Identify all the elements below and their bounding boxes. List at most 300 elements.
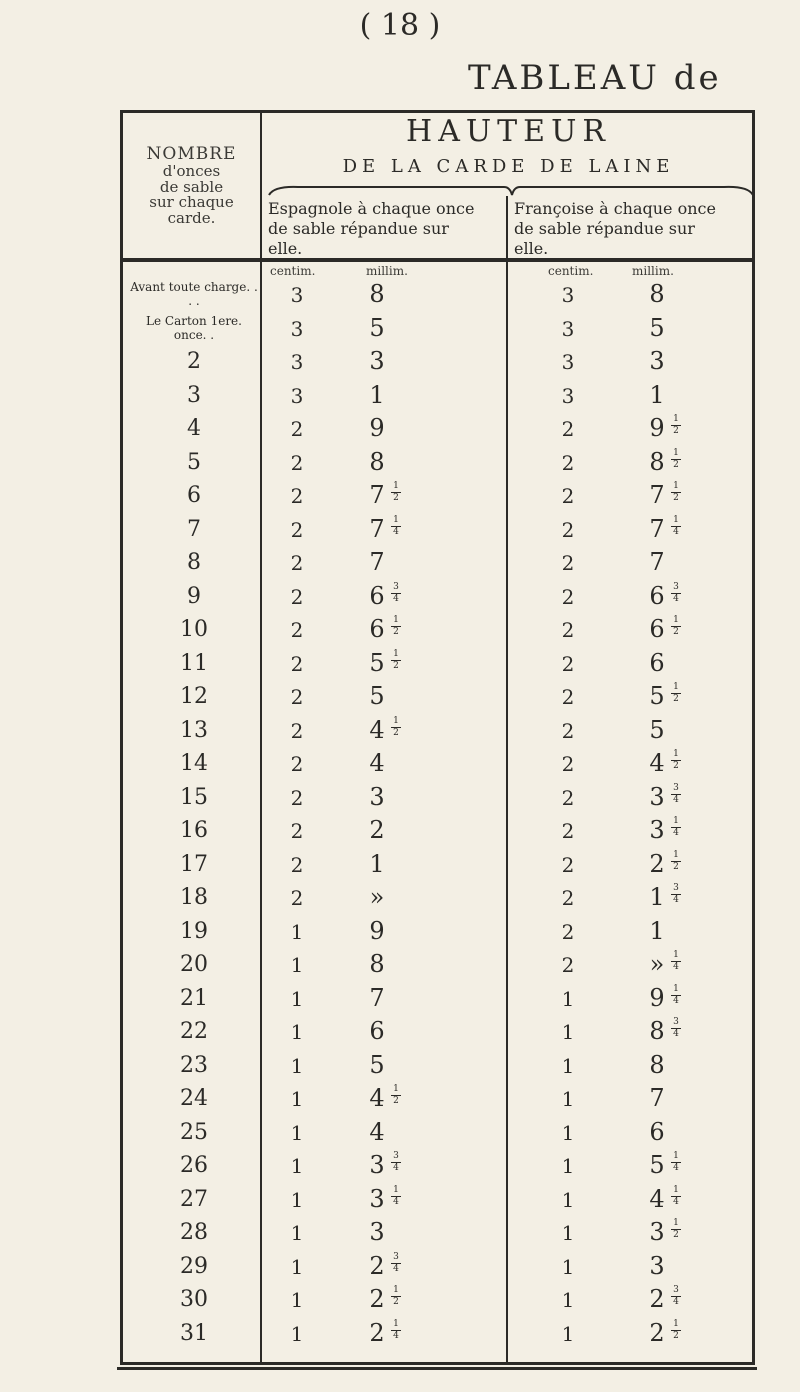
centim-value: 2: [290, 417, 304, 441]
millim-value: 3: [649, 1251, 665, 1280]
centim-value: 2: [290, 651, 304, 676]
row-label: 25: [180, 1119, 208, 1145]
centim-value: 2: [290, 450, 304, 475]
fraction-denominator: 2: [393, 1297, 399, 1307]
row-label: 23: [180, 1052, 208, 1078]
row-label: 12: [180, 684, 208, 709]
fraction-value: [390, 516, 402, 537]
centim-value: 1: [290, 919, 304, 944]
fraction-denominator: 4: [673, 1297, 679, 1307]
fraction-denominator: 4: [673, 1163, 679, 1173]
table-row: [124, 1251, 754, 1288]
table-row: [124, 684, 754, 718]
fraction-denominator: 2: [673, 493, 679, 503]
table-row: [124, 1287, 754, 1321]
millim-value: 7: [649, 481, 665, 509]
header-line: carde.: [167, 209, 216, 228]
millim-value: 8: [369, 280, 385, 308]
millim-value: 5: [649, 715, 665, 744]
fraction-denominator: 2: [393, 727, 399, 738]
row-label: 17: [180, 851, 208, 877]
centim-value: 2: [561, 953, 575, 977]
centim-value: 1: [561, 1187, 575, 1212]
header-line: sur chaque: [149, 193, 234, 212]
centim-value: 1: [290, 1254, 304, 1279]
row-label: 30: [180, 1287, 208, 1312]
millim-value: 5: [649, 682, 665, 710]
fraction-value: [670, 1152, 682, 1173]
millim-value: 2: [649, 849, 665, 878]
millim-value: 5: [649, 1151, 665, 1179]
row-label: 26: [180, 1153, 208, 1178]
row-label: 8: [187, 550, 201, 575]
millim-value: 6: [369, 615, 385, 643]
centim-value: 2: [290, 685, 304, 709]
centim-value: 2: [290, 618, 304, 642]
table-row: [124, 514, 754, 551]
millim-value: 4: [369, 1084, 385, 1112]
fraction-value: [390, 616, 402, 637]
centim-value: 1: [290, 1221, 304, 1245]
fraction-denominator: 2: [673, 694, 679, 704]
row-label: 19: [180, 918, 208, 944]
millim-value: 7: [369, 548, 385, 576]
centim-value: 1: [290, 1020, 304, 1044]
fraction-denominator: 2: [673, 1330, 679, 1341]
millim-value: 7: [649, 1084, 665, 1112]
row-label: 29: [180, 1253, 208, 1279]
fraction-numerator: 1: [673, 447, 679, 458]
centim-value: 1: [561, 1221, 575, 1245]
fraction-value: [390, 482, 402, 503]
fraction-value: [670, 951, 682, 972]
table-row: [124, 983, 754, 1020]
table-row: [124, 849, 754, 886]
centim-value: 2: [561, 517, 575, 542]
fraction-value: [390, 650, 402, 671]
fraction-denominator: 4: [393, 1330, 399, 1341]
row-label: 24: [180, 1086, 208, 1111]
fraction-denominator: 4: [673, 1196, 679, 1207]
centim-value: 2: [561, 919, 575, 944]
centim-value: 2: [290, 718, 304, 743]
row-label: 18: [180, 885, 208, 910]
millim-value: 1: [369, 849, 385, 878]
millim-value: 5: [369, 313, 385, 342]
fraction-denominator: 2: [673, 426, 679, 436]
row-label: 31: [180, 1320, 208, 1346]
fraction-value: [670, 1286, 682, 1307]
fraction-numerator: 1: [393, 648, 399, 659]
fraction-numerator: 1: [673, 950, 679, 960]
table-row: [124, 550, 754, 584]
fraction-denominator: 4: [673, 895, 679, 905]
millim-value: 3: [649, 1218, 665, 1246]
page-title: TABLEAU de: [468, 58, 722, 98]
fraction-value: [670, 449, 682, 470]
fraction-numerator: 1: [673, 682, 679, 692]
millim-value: 8: [649, 1017, 665, 1045]
fraction-value: [670, 750, 682, 771]
millim-value: 5: [369, 648, 385, 677]
millim-value: 2: [369, 816, 385, 844]
centim-value: 2: [561, 752, 575, 776]
centim-value: 3: [561, 383, 575, 408]
table-row: [124, 952, 754, 986]
centim-value: 2: [561, 651, 575, 676]
fraction-denominator: 4: [393, 1196, 399, 1207]
fraction-denominator: 2: [393, 660, 399, 671]
francoise-column-header: [508, 199, 759, 259]
count-column-header: [124, 146, 259, 227]
centim-value: 2: [290, 819, 304, 843]
table-row: [124, 380, 754, 417]
fraction-numerator: 1: [673, 1184, 679, 1195]
group-title: HAUTEUR: [406, 114, 611, 149]
table-row: [124, 715, 754, 752]
fraction-value: [390, 1152, 402, 1173]
fraction-value: [390, 583, 402, 604]
table-row: [124, 1153, 754, 1187]
centim-value: 1: [290, 1187, 304, 1212]
group-subtitle: DE LA CARDE DE LAINE: [342, 156, 675, 177]
centim-value: 2: [561, 819, 575, 843]
fraction-numerator: 1: [673, 849, 679, 860]
centim-value: 2: [561, 584, 575, 609]
fraction-value: [670, 683, 682, 704]
table-row: [124, 447, 754, 484]
table-row: [124, 1117, 754, 1154]
fraction-value: [670, 1186, 682, 1207]
centim-value: 1: [561, 1020, 575, 1044]
fraction-value: [670, 616, 682, 637]
unit-centim-francoise: centim.: [548, 264, 594, 278]
table-row: [124, 782, 754, 819]
fraction-denominator: 4: [673, 995, 679, 1006]
millim-value: 6: [649, 648, 665, 677]
table-row: [124, 581, 754, 618]
millim-value: 5: [369, 1050, 385, 1079]
row-label: 15: [180, 784, 208, 810]
table-row: [124, 282, 754, 316]
brace-rule: [268, 184, 754, 196]
fraction-value: [670, 985, 682, 1006]
millim-value: 1: [649, 380, 665, 409]
centim-value: 2: [290, 886, 304, 910]
centim-value: 3: [561, 350, 575, 374]
fraction-denominator: 4: [673, 962, 679, 972]
table-row: [124, 648, 754, 685]
millim-value: 1: [649, 883, 665, 911]
fraction-numerator: 1: [673, 983, 679, 994]
centim-value: 2: [290, 785, 304, 810]
millim-value: 4: [649, 1184, 665, 1213]
fraction-value: [390, 1186, 402, 1207]
millim-value: 4: [369, 1117, 385, 1146]
fraction-denominator: 4: [673, 593, 679, 604]
fraction-denominator: 2: [393, 1096, 399, 1106]
centim-value: 1: [561, 1053, 575, 1078]
row-label: 22: [180, 1019, 208, 1044]
fraction-numerator: 1: [673, 816, 679, 826]
row-label: 27: [180, 1186, 208, 1212]
fraction-denominator: 2: [673, 761, 679, 771]
fraction-value: [390, 1286, 402, 1307]
fraction-value: [670, 784, 682, 805]
row-label: 3: [187, 382, 201, 408]
fraction-numerator: 1: [393, 615, 399, 625]
fraction-denominator: 4: [673, 828, 679, 838]
centim-value: 2: [561, 685, 575, 709]
millim-value: 3: [369, 1184, 385, 1213]
fraction-numerator: 1: [673, 1318, 679, 1329]
row-label: Le Carton 1ere. once. .: [146, 313, 242, 342]
row-label: 11: [180, 650, 208, 676]
centim-value: 1: [290, 1053, 304, 1078]
millim-value: 6: [649, 615, 665, 643]
table-row: [124, 1184, 754, 1221]
fraction-numerator: 1: [393, 481, 399, 491]
millim-value: 9: [369, 916, 385, 945]
millim-value: 6: [649, 581, 665, 610]
header-line: Espagnole à chaque once: [268, 199, 475, 218]
table-row: [124, 416, 754, 450]
fraction-value: [670, 817, 682, 838]
header-line: elle.: [268, 239, 303, 258]
centim-value: 2: [561, 886, 575, 910]
millim-value: 2: [369, 1285, 385, 1313]
fraction-numerator: 1: [393, 514, 399, 525]
centim-value: 3: [290, 316, 304, 341]
millim-value: 3: [649, 347, 665, 375]
centim-value: 2: [561, 551, 575, 575]
fraction-value: [390, 1085, 402, 1106]
millim-value: 7: [369, 983, 385, 1012]
table-row: [124, 1318, 754, 1355]
row-label: 7: [187, 516, 201, 542]
fraction-denominator: 4: [673, 526, 679, 537]
millim-value: 8: [369, 447, 385, 476]
centim-value: 2: [561, 618, 575, 642]
millim-value: 8: [649, 1050, 665, 1079]
millim-value: 6: [369, 1017, 385, 1045]
millim-value: 3: [369, 347, 385, 375]
row-label: 28: [180, 1220, 208, 1245]
fraction-value: [390, 717, 402, 738]
row-label: 14: [180, 751, 208, 776]
centim-value: 2: [561, 852, 575, 877]
table-row: [124, 617, 754, 651]
centim-value: 1: [561, 986, 575, 1011]
table-row: [124, 1086, 754, 1120]
table-row: [124, 818, 754, 852]
row-label: 5: [187, 449, 201, 475]
fraction-denominator: 2: [673, 459, 679, 470]
millim-value: 9: [649, 983, 665, 1012]
millim-value: 3: [649, 782, 665, 811]
fraction-numerator: 3: [673, 581, 679, 592]
centim-value: 3: [290, 283, 304, 307]
centim-value: 2: [561, 785, 575, 810]
row-label: 16: [180, 818, 208, 843]
millim-value: 2: [369, 1318, 385, 1347]
fraction-denominator: 2: [673, 861, 679, 872]
header-line: NOMBRE: [146, 144, 237, 164]
centim-value: 2: [290, 484, 304, 508]
millim-value: 7: [649, 514, 665, 543]
millim-value: 4: [369, 749, 385, 777]
fraction-value: [670, 1018, 682, 1039]
millim-value: 7: [369, 481, 385, 509]
fraction-value: [670, 1219, 682, 1240]
fraction-value: [390, 1253, 402, 1274]
row-label: 13: [180, 717, 208, 743]
millim-value: 9: [369, 414, 385, 442]
millim-value: 7: [369, 514, 385, 543]
fraction-value: [670, 851, 682, 872]
centim-value: 2: [290, 517, 304, 542]
fraction-numerator: 1: [673, 1218, 679, 1228]
fraction-value: [670, 415, 682, 436]
fraction-denominator: 2: [393, 627, 399, 637]
fraction-numerator: 1: [673, 749, 679, 759]
table-row: [124, 483, 754, 517]
header-line: elle.: [514, 239, 549, 258]
centim-value: 2: [561, 718, 575, 743]
millim-value: »: [369, 883, 385, 911]
millim-value: 3: [369, 782, 385, 811]
fraction-value: [670, 516, 682, 537]
millim-value: 1: [369, 380, 385, 409]
millim-value: 8: [649, 447, 665, 476]
fraction-denominator: 4: [673, 794, 679, 805]
centim-value: 2: [561, 450, 575, 475]
millim-value: 6: [649, 1117, 665, 1146]
table-row: [124, 1019, 754, 1053]
header-line: de sable: [159, 177, 224, 196]
centim-value: 1: [561, 1154, 575, 1178]
centim-value: 1: [290, 1154, 304, 1178]
fraction-numerator: 3: [393, 1151, 399, 1161]
footer-rule: [117, 1367, 757, 1370]
centim-value: 1: [290, 1321, 304, 1346]
centim-value: 1: [290, 1087, 304, 1111]
fraction-numerator: 1: [673, 1151, 679, 1161]
row-label: 6: [187, 483, 201, 508]
fraction-numerator: 1: [393, 1184, 399, 1195]
fraction-value: [390, 1320, 402, 1341]
millim-value: 5: [369, 682, 385, 710]
row-label: 10: [180, 617, 208, 642]
centim-value: 2: [561, 484, 575, 508]
centim-value: 3: [290, 350, 304, 374]
centim-value: 2: [561, 417, 575, 441]
header-line: de sable répandue sur: [514, 219, 695, 238]
table-row: [124, 1050, 754, 1087]
millim-value: 3: [369, 1151, 385, 1179]
millim-value: 3: [649, 816, 665, 844]
millim-value: 8: [369, 950, 385, 978]
fraction-numerator: 1: [673, 615, 679, 625]
fraction-numerator: 1: [393, 1285, 399, 1295]
millim-value: 2: [649, 1285, 665, 1313]
millim-value: 3: [369, 1218, 385, 1246]
fraction-value: [670, 482, 682, 503]
fraction-numerator: 1: [673, 481, 679, 491]
millim-value: 4: [369, 715, 385, 744]
fraction-denominator: 4: [393, 526, 399, 537]
centim-value: 1: [290, 1120, 304, 1145]
centim-value: 3: [561, 283, 575, 307]
fraction-numerator: 1: [393, 715, 399, 726]
centim-value: 1: [290, 953, 304, 977]
row-label: 4: [187, 416, 201, 441]
espagnole-column-header: [264, 199, 508, 259]
millim-value: 1: [649, 916, 665, 945]
fraction-numerator: 3: [393, 1251, 399, 1262]
millim-value: 2: [369, 1251, 385, 1280]
millim-value: 9: [649, 414, 665, 442]
header-line: d'onces: [162, 161, 221, 180]
centim-value: 3: [561, 316, 575, 341]
millim-value: 4: [649, 749, 665, 777]
fraction-value: [670, 1320, 682, 1341]
millim-value: 8: [649, 280, 665, 308]
table-row: [124, 916, 754, 953]
unit-centim-espagnole: centim.: [270, 264, 316, 278]
table-row: [124, 349, 754, 383]
fraction-denominator: 2: [673, 1230, 679, 1240]
fraction-numerator: 1: [393, 1318, 399, 1329]
centim-value: 3: [290, 383, 304, 408]
row-label: 21: [180, 985, 208, 1011]
millim-value: »: [649, 950, 665, 978]
header-line: Françoise à chaque once: [514, 199, 716, 218]
table-row: [124, 751, 754, 785]
fraction-numerator: 3: [393, 581, 399, 592]
fraction-denominator: 4: [393, 1163, 399, 1173]
fraction-numerator: 3: [673, 1017, 679, 1027]
table-row: [124, 885, 754, 919]
centim-value: 1: [561, 1321, 575, 1346]
table-row: [124, 1220, 754, 1254]
fraction-denominator: 4: [393, 593, 399, 604]
fraction-value: [670, 884, 682, 905]
fraction-numerator: 3: [673, 782, 679, 793]
centim-value: 1: [561, 1087, 575, 1111]
centim-value: 1: [561, 1120, 575, 1145]
millim-value: 7: [649, 548, 665, 576]
centim-value: 2: [290, 584, 304, 609]
centim-value: 2: [290, 852, 304, 877]
table-row: [124, 313, 754, 350]
row-label: Avant toute charge. . . .: [130, 280, 258, 309]
row-label: 20: [180, 952, 208, 977]
fraction-value: [670, 583, 682, 604]
centim-value: 1: [561, 1254, 575, 1279]
millim-value: 5: [649, 313, 665, 342]
centim-value: 1: [290, 986, 304, 1011]
unit-millim-espagnole: millim.: [366, 264, 408, 278]
row-label: 9: [187, 583, 201, 609]
unit-millim-francoise: millim.: [632, 264, 674, 278]
fraction-numerator: 1: [673, 414, 679, 424]
fraction-denominator: 2: [393, 493, 399, 503]
fraction-denominator: 2: [673, 627, 679, 637]
millim-value: 6: [369, 581, 385, 610]
fraction-denominator: 4: [393, 1263, 399, 1274]
row-label: 2: [187, 349, 201, 374]
